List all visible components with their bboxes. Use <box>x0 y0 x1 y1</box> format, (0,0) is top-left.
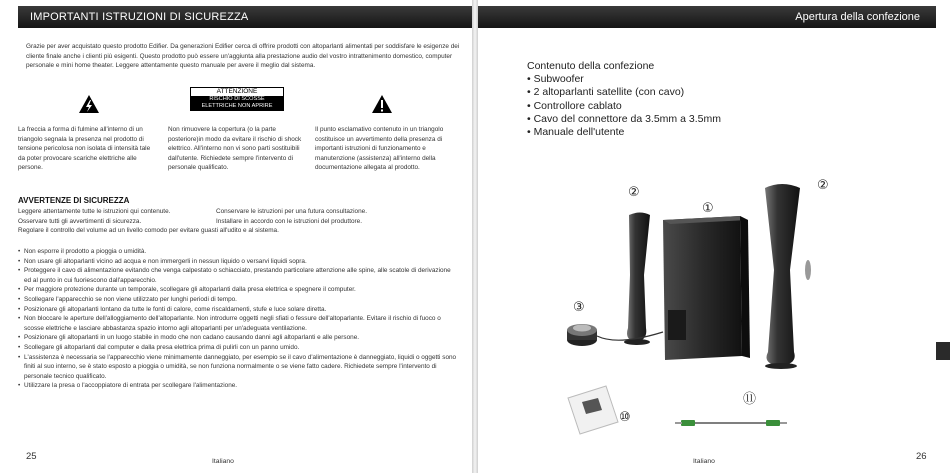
left-satellite-speaker <box>624 213 650 346</box>
right-page-language: Italiano <box>693 458 715 465</box>
user-manual <box>568 386 618 434</box>
callout-right-satellite: ② <box>817 178 829 193</box>
generic-item: Conservare le istruzioni per una futura consultazione. <box>216 208 367 215</box>
contents-item: • Manuale dell'utente <box>527 126 827 139</box>
product-illustration <box>478 160 950 460</box>
safety-section-title: AVVERTENZE DI SICUREZZA <box>18 196 130 205</box>
callout-cable: ⑪ <box>743 392 757 407</box>
contents-item: • 2 altoparlanti satellite (con cavo) <box>527 86 827 99</box>
callout-manual: ⑩ <box>619 410 631 425</box>
package-contents <box>527 60 827 139</box>
generic-row <box>18 217 468 227</box>
left-page-header: IMPORTANTI ISTRUZIONI DI SICUREZZA <box>18 6 472 28</box>
safety-bullet: • Non usare gli altoparlanti vicino ad acqua e non immergerli in nessun liquido o versarvi liquidi sopra. <box>18 257 458 267</box>
safety-bullet-list <box>18 247 458 391</box>
exclamation-warning-icon <box>371 94 393 114</box>
attention-title: ATTENZIONE <box>216 88 258 95</box>
left-page <box>0 0 472 473</box>
safety-bullet: • Per maggiore protezione durante un temporale, scollegare gli altoparlanti dalla presa elettrica e spegnere il computer. <box>18 285 458 295</box>
cover-explanation: Non rimuovere la copertura (o la parte posteriore)in modo da evitare il rischio di shock elettrico. All'interno non vi sono parti sostituibili dall'utente. Richiedete sempre l'intervento di personale qualificato. <box>168 126 302 172</box>
generic-item: Regolare il controllo del volume ad un livello comodo per evitare guasti all'udito e al sistema. <box>18 227 279 235</box>
section-thumb-tab <box>936 342 950 360</box>
subwoofer <box>663 216 750 360</box>
callout-controller: ③ <box>573 300 585 315</box>
right-satellite-speaker <box>765 184 811 369</box>
contents-item: • Subwoofer <box>527 73 827 86</box>
exclamation-explanation: Il punto esclamativo contenuto in un triangolo costituisce un avvertimento della presenza di importanti istruzioni di funzionamento e manutenzione (assistenza) all'interno della documentazione allegata al prodotto. <box>315 126 444 172</box>
safety-bullet: • L'assistenza è necessaria se l'apparecchio viene minimamente danneggiato, per esempio se il cavo d'alimentazione è danneggiato, liquidi o oggetti sono finiti al suo interno, se è stato esposto a pioggia o umidità, se non funziona normalmente o se viene fatto cadere. Richiedete sempre l'intervento di personale tecnico qualificato. <box>18 353 458 382</box>
generic-row <box>18 207 468 217</box>
generic-item: Osservare tutti gli avvertimenti di sicurezza. <box>18 217 142 225</box>
attention-box <box>190 87 284 111</box>
contents-item: • Cavo del connettore da 3.5mm a 3.5mm <box>527 113 827 126</box>
safety-bullet: • Non bloccare le aperture dell'alloggiamento dell'altoparlante. Non introdurre oggetti negli sfiati o fessure dell'altoparlante. Evitare il rischio di fuoco o scosse elettriche e lasciare abbastanza spazio intorno agli altoparlanti per un'adeguata ventilazione. <box>18 314 458 333</box>
safety-bullet: • Posizionare gli altoparlanti in un luogo stabile in modo che non cadano causando danni agli altoparlanti e alle persone. <box>18 333 458 343</box>
safety-bullet: • Non esporre il prodotto a pioggia o umidità. <box>18 247 458 257</box>
lightning-warning-icon <box>78 94 100 114</box>
contents-list <box>527 73 827 139</box>
generic-item: Installare in accordo con le istruzioni del produttore. <box>216 217 362 225</box>
left-page-number: 25 <box>26 451 37 462</box>
safety-bullet: • Proteggere il cavo di alimentazione evitando che venga calpestato o schiacciato, prestando particolare attenzione alle spine, alle scatole di derivazione ed al punto in cui fuoriescono dall'apparecchio. <box>18 266 458 285</box>
generic-item: Leggere attentamente tutte le istruzioni qui contenute. <box>18 208 171 215</box>
safety-bullet: • Scollegare gli altoparlanti dal computer e dalla presa elettrica prima di pulirli con un panno umido. <box>18 343 458 353</box>
safety-bullet: • Utilizzare la presa o l'accoppiatore di entrata per scollegare l'alimentazione. <box>18 381 458 391</box>
attention-line-2: ELETTRICHE NON APRIRE <box>191 103 283 110</box>
attention-line-1: RISCHIO DI SCOSSE <box>191 96 283 103</box>
left-page-language: Italiano <box>212 458 234 465</box>
callout-subwoofer: ① <box>702 201 714 216</box>
right-page <box>478 0 950 473</box>
safety-bullet: • Scollegare l'apparecchio se non viene utilizzato per lunghi periodi di tempo. <box>18 295 458 305</box>
right-page-number: 26 <box>916 451 927 462</box>
right-page-header: Apertura della confezione <box>478 6 936 28</box>
intro-paragraph: Grazie per aver acquistato questo prodotto Edifier. Da generazioni Edifier cerca di offrire prodotti con altoparlanti alimentati per soddisfare le esigenze dei cliente finale anche i clienti più esigenti. Questo prodotto può essere un'aggiunta alla prestazione audio del vostro intrattenimento domestico, computer personale e mini home theater. Leggere attentamente questo manuale per avere il meglio dal sistema. <box>26 43 460 70</box>
contents-title: Contenuto della confezione <box>527 60 655 72</box>
safety-bullet: • Posizionare gli altoparlanti lontano da tutte le fonti di calore, come riscaldamenti, stufe e luce solare diretta. <box>18 305 458 315</box>
callout-left-satellite: ② <box>628 185 640 200</box>
generic-instructions <box>18 207 468 236</box>
contents-item: • Controllore cablato <box>527 100 827 113</box>
connector-cable <box>675 420 787 426</box>
lightning-explanation: La freccia a forma di fulmine all'interno di un triangolo segnala la presenza nel prodotto di tensione pericolosa non isolata di intensità tale da poter provocare scariche elettriche alle persone. <box>18 126 151 172</box>
